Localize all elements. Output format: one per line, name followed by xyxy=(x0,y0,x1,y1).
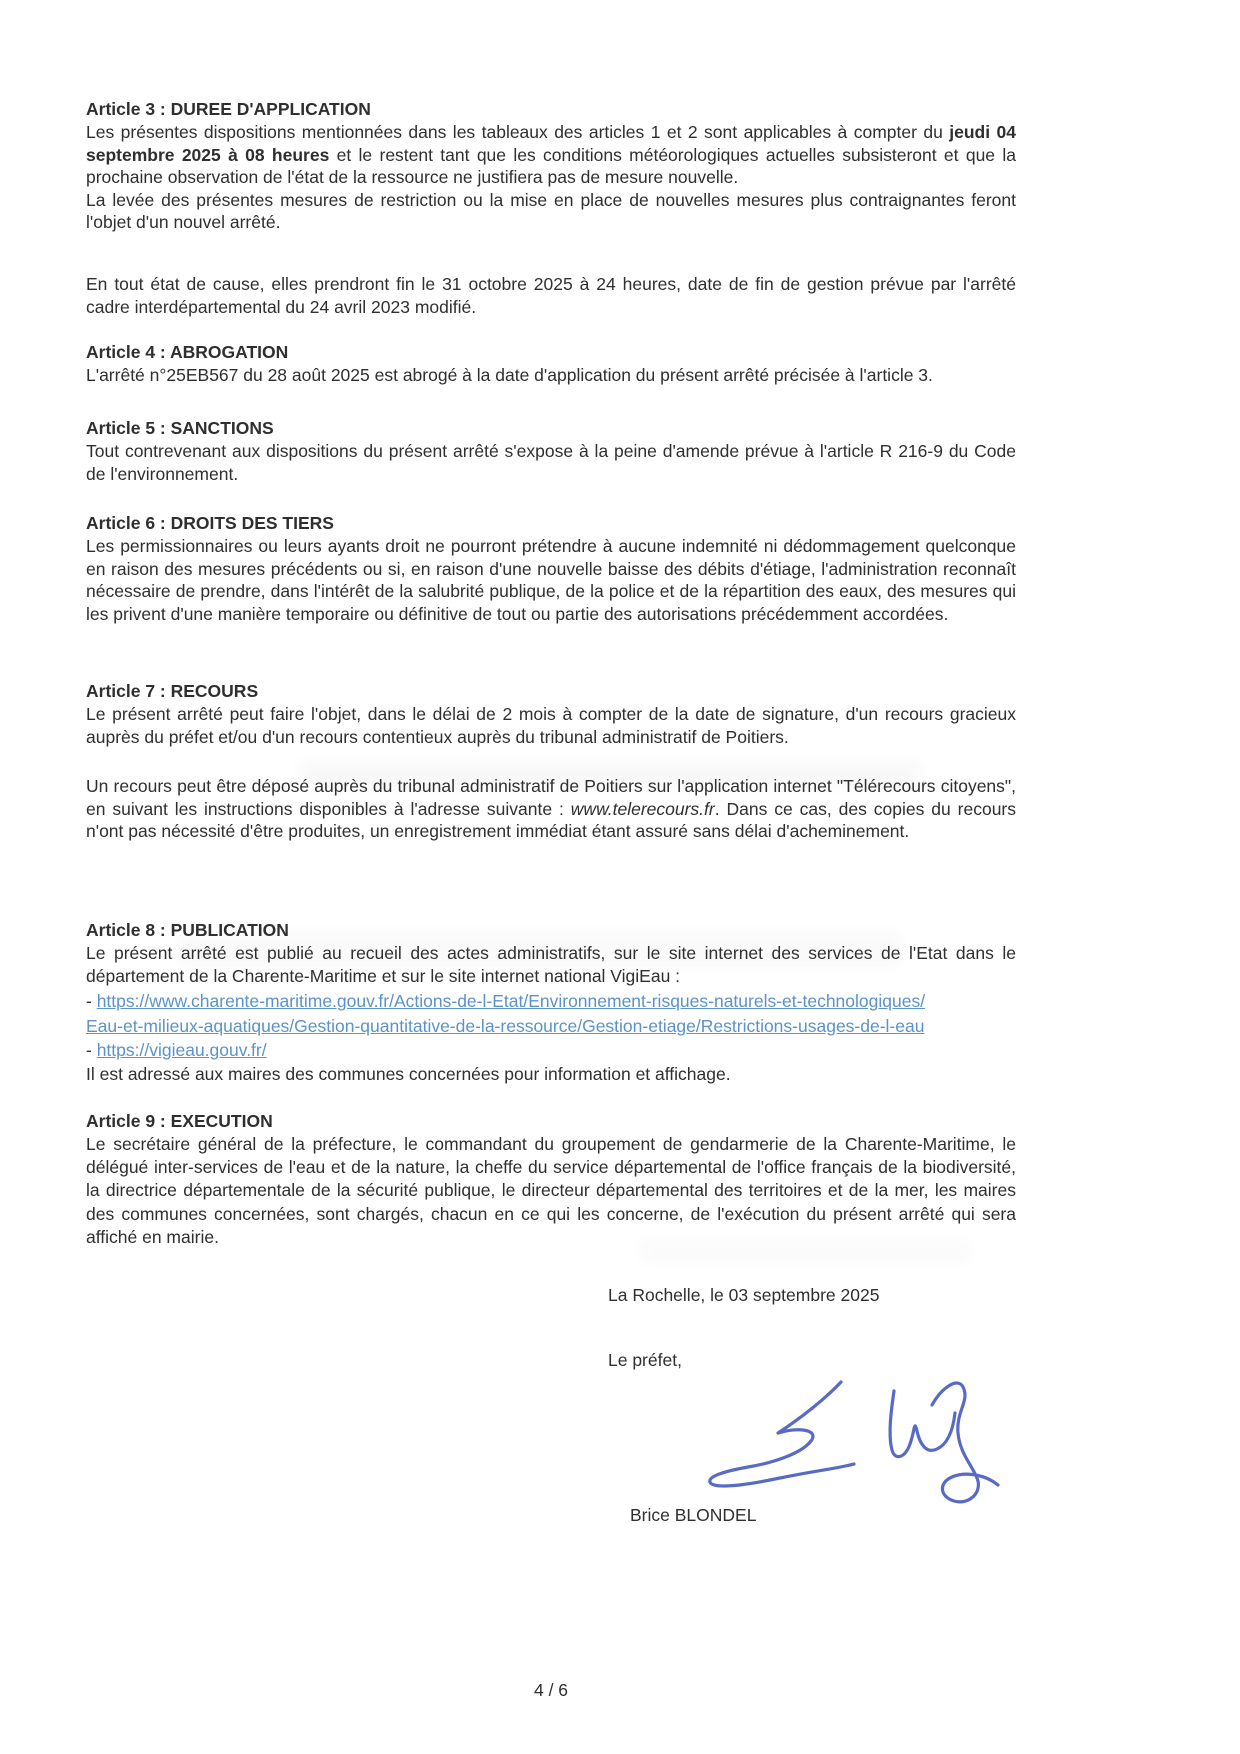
article-8-heading: Article 8 : PUBLICATION xyxy=(86,920,289,940)
article-6-heading: Article 6 : DROITS DES TIERS xyxy=(86,513,334,533)
article-3-text: Les présentes dispositions mentionnées dans les tableaux des articles 1 et 2 sont applicables à compter du xyxy=(86,122,950,142)
signatory-role: Le préfet, xyxy=(608,1350,682,1370)
article-7-text: Un recours peut être déposé auprès du tribunal administratif de Poitiers sur l'application internet "Télérecours citoyens", en suivant les instructions disponibles à l'adresse suivante : xyxy=(86,776,1016,819)
article-3-paragraph-2: En tout état de cause, elles prendront fin le 31 octobre 2025 à 24 heures, date de fin de gestion prévue par l'arrêté cadre interdépartemental du 24 avril 2023 modifié. xyxy=(86,274,1016,317)
signatory-name: Brice BLONDEL xyxy=(630,1505,757,1525)
article-7-heading: Article 7 : RECOURS xyxy=(86,681,259,701)
list-dash: - xyxy=(86,1040,97,1060)
charente-maritime-link[interactable] xyxy=(86,991,925,1036)
article-4-paragraph: L'arrêté n°25EB567 du 28 août 2025 est abrogé à la date d'application du présent arrêté précisée à l'article 3. xyxy=(86,365,933,385)
vigieau-link[interactable]: https://vigieau.gouv.fr/ xyxy=(96,1040,267,1060)
article-3-paragraph-1b: La levée des présentes mesures de restriction ou la mise en place de nouvelles mesures plus contraignantes feront l'objet d'un nouvel arrêté. xyxy=(86,189,1016,232)
article-6-paragraph: Les permissionnaires ou leurs ayants droit ne pourront prétendre à aucune indemnité ni dédommagement quelconque en raison des mesures précédents ou si, en raison d'une nouvelle baisse des débits d'étiage, l'administration reconnaît nécessaire de prendre, dans l'intérêt de la salubrité publique, de la police et de la répartition des eaux, des mesures qui les privent d'une manière temporaire ou définitive de tout ou partie des autorisations précédemment accordées. xyxy=(86,536,1016,624)
article-8-paragraph-2: Il est adressé aux maires des communes concernées pour information et affichage. xyxy=(86,1064,731,1084)
article-3-paragraph xyxy=(86,121,1016,234)
article-3-text: et le restent tant que les conditions météorologiques actuelles subsisteront et que la prochaine observation de l'état de la ressource ne justifiera pas de mesure nouvelle. xyxy=(86,144,1016,187)
article-7-paragraph-1: Le présent arrêté peut faire l'objet, dans le délai de 2 mois à compter de la date de signature, d'un recours gracieux auprès du préfet et/ou d'un recours contentieux auprès du tribunal administratif de Poitiers. xyxy=(86,704,1016,747)
article-3-paragraph-1 xyxy=(86,121,1016,189)
article-9-paragraph: Le secrétaire général de la préfecture, le commandant du groupement de gendarmerie de la Charente-Maritime, le délégué inter-services de l'eau et de la nature, la cheffe du service départemental de l'office français de la biodiversité, la directrice départementale de la sécurité publique, le directeur départemental des territoires et de la mer, les maires des communes concernées, sont chargés, chacun en ce qui les concerne, de l'exécution du présent arrêté qui sera affiché en mairie. xyxy=(86,1134,1016,1247)
article-8-paragraph-1: Le présent arrêté est publié au recueil des actes administratifs, sur le site internet des services de l'Etat dans le département de la Charente-Maritime et sur le site internet national VigiEau : xyxy=(86,943,1016,986)
signature-ink-svg xyxy=(698,1374,1008,1516)
article-9-heading: Article 9 : EXECUTION xyxy=(86,1111,273,1131)
link-text-line1: https://www.charente-maritime.gouv.fr/Actions-de-l-Etat/Environnement-risques-naturels-et-technologiques/ xyxy=(96,991,926,1011)
article-3-heading: Article 3 : DUREE D'APPLICATION xyxy=(86,99,371,119)
page-number: 4 / 6 xyxy=(533,1680,569,1700)
article-8-links xyxy=(86,989,1016,1063)
article-4-heading: Article 4 : ABROGATION xyxy=(86,342,289,362)
telerecours-url-italic: www.telerecours.fr xyxy=(570,798,715,819)
link-text-line2: Eau-et-milieux-aquatiques/Gestion-quantitative-de-la-ressource/Gestion-etiage/Restrictions-usages-de-l-eau xyxy=(86,1015,925,1036)
article-5-paragraph: Tout contrevenant aux dispositions du présent arrêté s'expose à la peine d'amende prévue à l'article R 216-9 du Code de l'environnement. xyxy=(86,441,1016,484)
signature-handwritten xyxy=(698,1374,1008,1516)
article-7-text: . Dans ce cas, des copies du recours n'ont pas nécessité d'être produites, un enregistrement immédiat étant assuré sans délai d'acheminement. xyxy=(86,798,1017,841)
article-3-bold-date: jeudi 04 septembre 2025 à 08 heures xyxy=(86,122,1016,165)
place-and-date: La Rochelle, le 03 septembre 2025 xyxy=(608,1285,880,1305)
article-5-heading: Article 5 : SANCTIONS xyxy=(86,418,274,438)
link-line-charente xyxy=(86,989,1016,1038)
link-line-vigieau xyxy=(86,1038,1016,1063)
article-7-paragraph-2 xyxy=(86,775,1016,843)
list-dash: - xyxy=(86,991,97,1011)
